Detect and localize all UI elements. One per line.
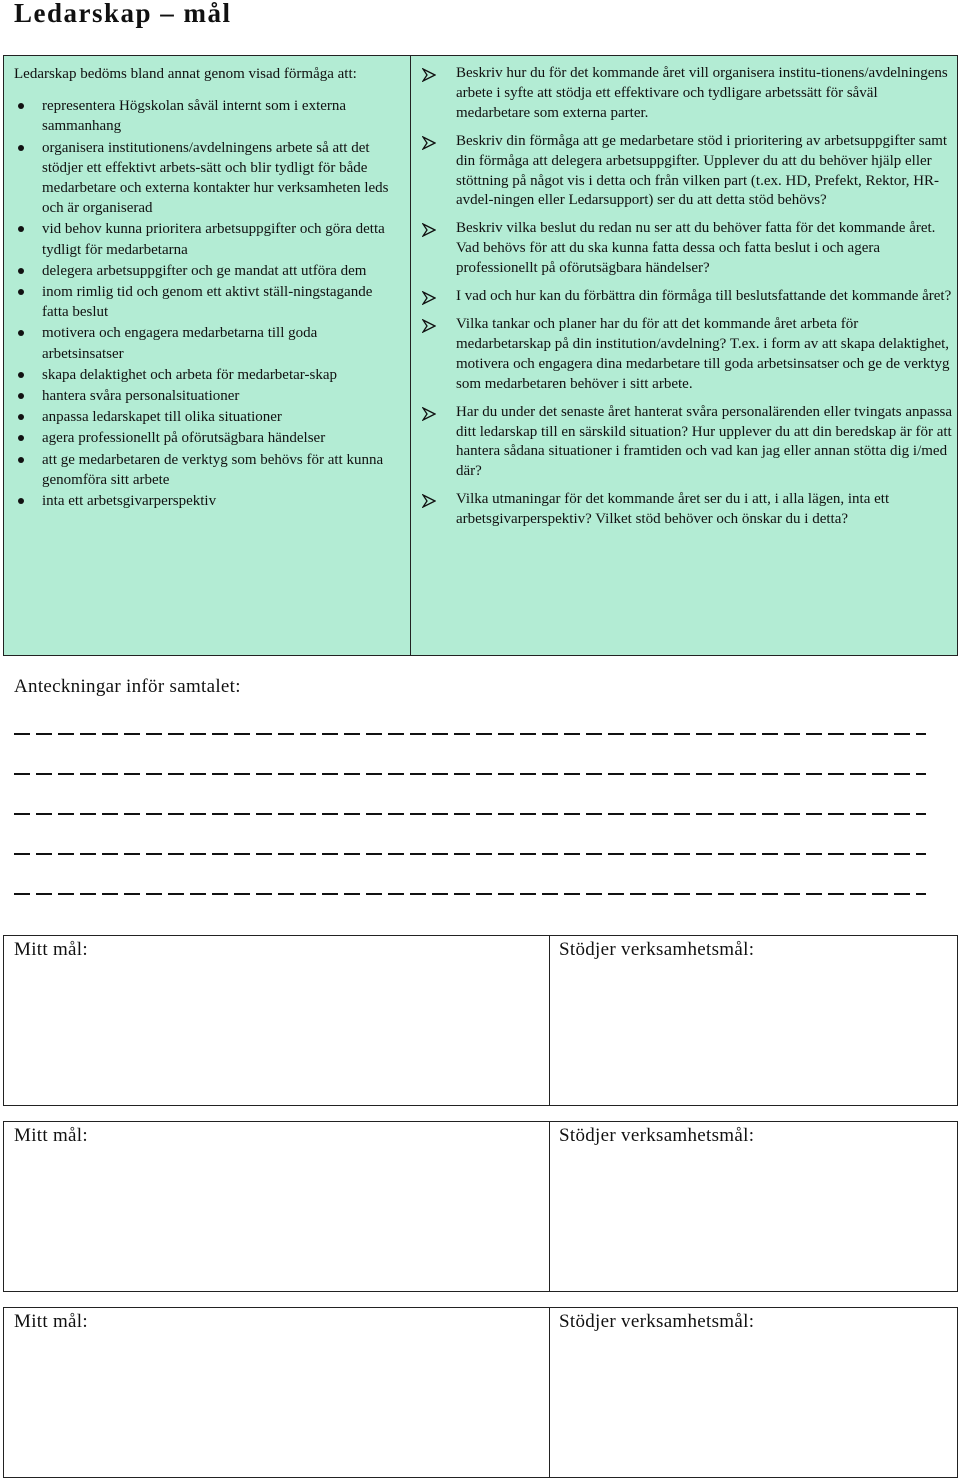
arrow-bullet-icon bbox=[422, 136, 436, 150]
notes-label: Anteckningar inför samtalet: bbox=[14, 676, 241, 697]
criteria-item: hantera svåra personalsituationer bbox=[14, 386, 402, 406]
notes-line[interactable] bbox=[14, 733, 926, 735]
criteria-item: motivera och engagera medarbetarna till goda arbetsinsatser bbox=[14, 323, 402, 363]
criteria-list bbox=[14, 96, 402, 511]
arrow-bullet-icon bbox=[422, 223, 436, 237]
goal-box[interactable] bbox=[3, 1307, 958, 1478]
criteria-item: delegera arbetsuppgifter och ge mandat att utföra dem bbox=[14, 261, 402, 281]
goal-label: Mitt mål: bbox=[14, 1125, 88, 1146]
criteria-item: att ge medarbetaren de verktyg som behövs för att kunna genomföra sitt arbete bbox=[14, 450, 402, 490]
arrow-bullet-icon bbox=[422, 68, 436, 82]
goal-box[interactable] bbox=[3, 1121, 958, 1292]
arrow-bullet-icon bbox=[422, 494, 436, 508]
criteria-item: anpassa ledarskapet till olika situationer bbox=[14, 407, 402, 427]
page-title: Ledarskap – mål bbox=[14, 0, 232, 28]
question-item: Vilka tankar och planer har du för att det kommande året arbeta för medarbetarskap på din institution/avdelning? T.ex. i form av att skapa delaktighet, motivera och engagera dina medarbetare till goda arbetsinsatser och ge de verktyg som medarbetaren behöver i sitt arbete. bbox=[420, 315, 954, 395]
criteria-intro: Ledarskap bedöms bland annat genom visad förmåga att: bbox=[14, 66, 357, 82]
arrow-bullet-icon bbox=[422, 291, 436, 305]
bullet-icon bbox=[18, 498, 24, 504]
criteria-item: agera professionellt på oförutsägbara händelser bbox=[14, 428, 402, 448]
support-label: Stödjer verksamhetsmål: bbox=[559, 939, 755, 960]
goal-box-divider bbox=[549, 1308, 550, 1477]
bullet-icon bbox=[18, 226, 24, 232]
question-item: Vilka utmaningar för det kommande året ser du i att, i alla lägen, inta ett arbetsgivarperspektiv? Vilket stöd behöver och önskar du i detta? bbox=[420, 490, 954, 530]
question-item: I vad och hur kan du förbättra din förmåga till beslutsfattande det kommande året? bbox=[420, 287, 954, 307]
bullet-icon bbox=[18, 330, 24, 336]
criteria-item: vid behov kunna prioritera arbetsuppgifter och göra detta tydligt för medarbetarna bbox=[14, 219, 402, 259]
leadership-table bbox=[3, 55, 958, 656]
criteria-item: inta ett arbetsgivarperspektiv bbox=[14, 491, 402, 511]
criteria-item: representera Högskolan såväl internt som i externa sammanhang bbox=[14, 96, 402, 136]
support-label: Stödjer verksamhetsmål: bbox=[559, 1311, 755, 1332]
notes-line[interactable] bbox=[14, 893, 926, 895]
bullet-icon bbox=[18, 414, 24, 420]
question-item: Beskriv hur du för det kommande året vill organisera institu-tionens/avdelningens arbete i syfte att stödja ett effektivare och tydligare arbetssätt för såväl medarbetare som externa parter. bbox=[420, 64, 954, 124]
notes-line[interactable] bbox=[14, 813, 926, 815]
notes-line[interactable] bbox=[14, 773, 926, 775]
criteria-item: skapa delaktighet och arbeta för medarbetar-skap bbox=[14, 365, 402, 385]
goal-label: Mitt mål: bbox=[14, 1311, 88, 1332]
criteria-column bbox=[14, 64, 402, 512]
questions-column bbox=[420, 64, 954, 538]
bullet-icon bbox=[18, 268, 24, 274]
criteria-item: organisera institutionens/avdelningens arbete så att det stödjer ett effektivt arbets-sätt och blir tydligt för både medarbetare och externa kontakter hur verksamheten leds och är organiserad bbox=[14, 138, 402, 219]
goal-label: Mitt mål: bbox=[14, 939, 88, 960]
column-divider bbox=[410, 56, 411, 655]
questions-list bbox=[420, 64, 954, 530]
arrow-bullet-icon bbox=[422, 407, 436, 421]
notes-line[interactable] bbox=[14, 853, 926, 855]
bullet-icon bbox=[18, 289, 24, 295]
support-label: Stödjer verksamhetsmål: bbox=[559, 1125, 755, 1146]
bullet-icon bbox=[18, 393, 24, 399]
question-item: Beskriv din förmåga att ge medarbetare stöd i prioritering av arbetsuppgifter samt din förmåga att delegera arbetsuppgifter. Upplever du att du behöver hjälp eller stöttning på något vis i detta och från vilken part (t.ex. HD, Prefekt, Rektor, HR-avdel-ningen eller Ledarsupport) ser du att detta stöd behövs? bbox=[420, 132, 954, 212]
question-item: Har du under det senaste året hanterat svåra personalärenden eller tvingats anpassa ditt ledarskap till en särskild situation? Hur upplever du att din beredskap är för att hantera sådana situationer i framtiden och vad kan jag eller annan stötta dig i/med där? bbox=[420, 403, 954, 483]
goal-box-divider bbox=[549, 936, 550, 1105]
bullet-icon bbox=[18, 145, 24, 151]
goal-box[interactable] bbox=[3, 935, 958, 1106]
question-item: Beskriv vilka beslut du redan nu ser att du behöver fatta för det kommande året. Vad behövs för att du ska kunna fatta dessa och fatta beslut i och agera professionellt på oförutsägbara händelser? bbox=[420, 219, 954, 279]
arrow-bullet-icon bbox=[422, 319, 436, 333]
bullet-icon bbox=[18, 457, 24, 463]
bullet-icon bbox=[18, 435, 24, 441]
criteria-item: inom rimlig tid och genom ett aktivt ställ-ningstagande fatta beslut bbox=[14, 282, 402, 322]
bullet-icon bbox=[18, 372, 24, 378]
goal-box-divider bbox=[549, 1122, 550, 1291]
bullet-icon bbox=[18, 103, 24, 109]
